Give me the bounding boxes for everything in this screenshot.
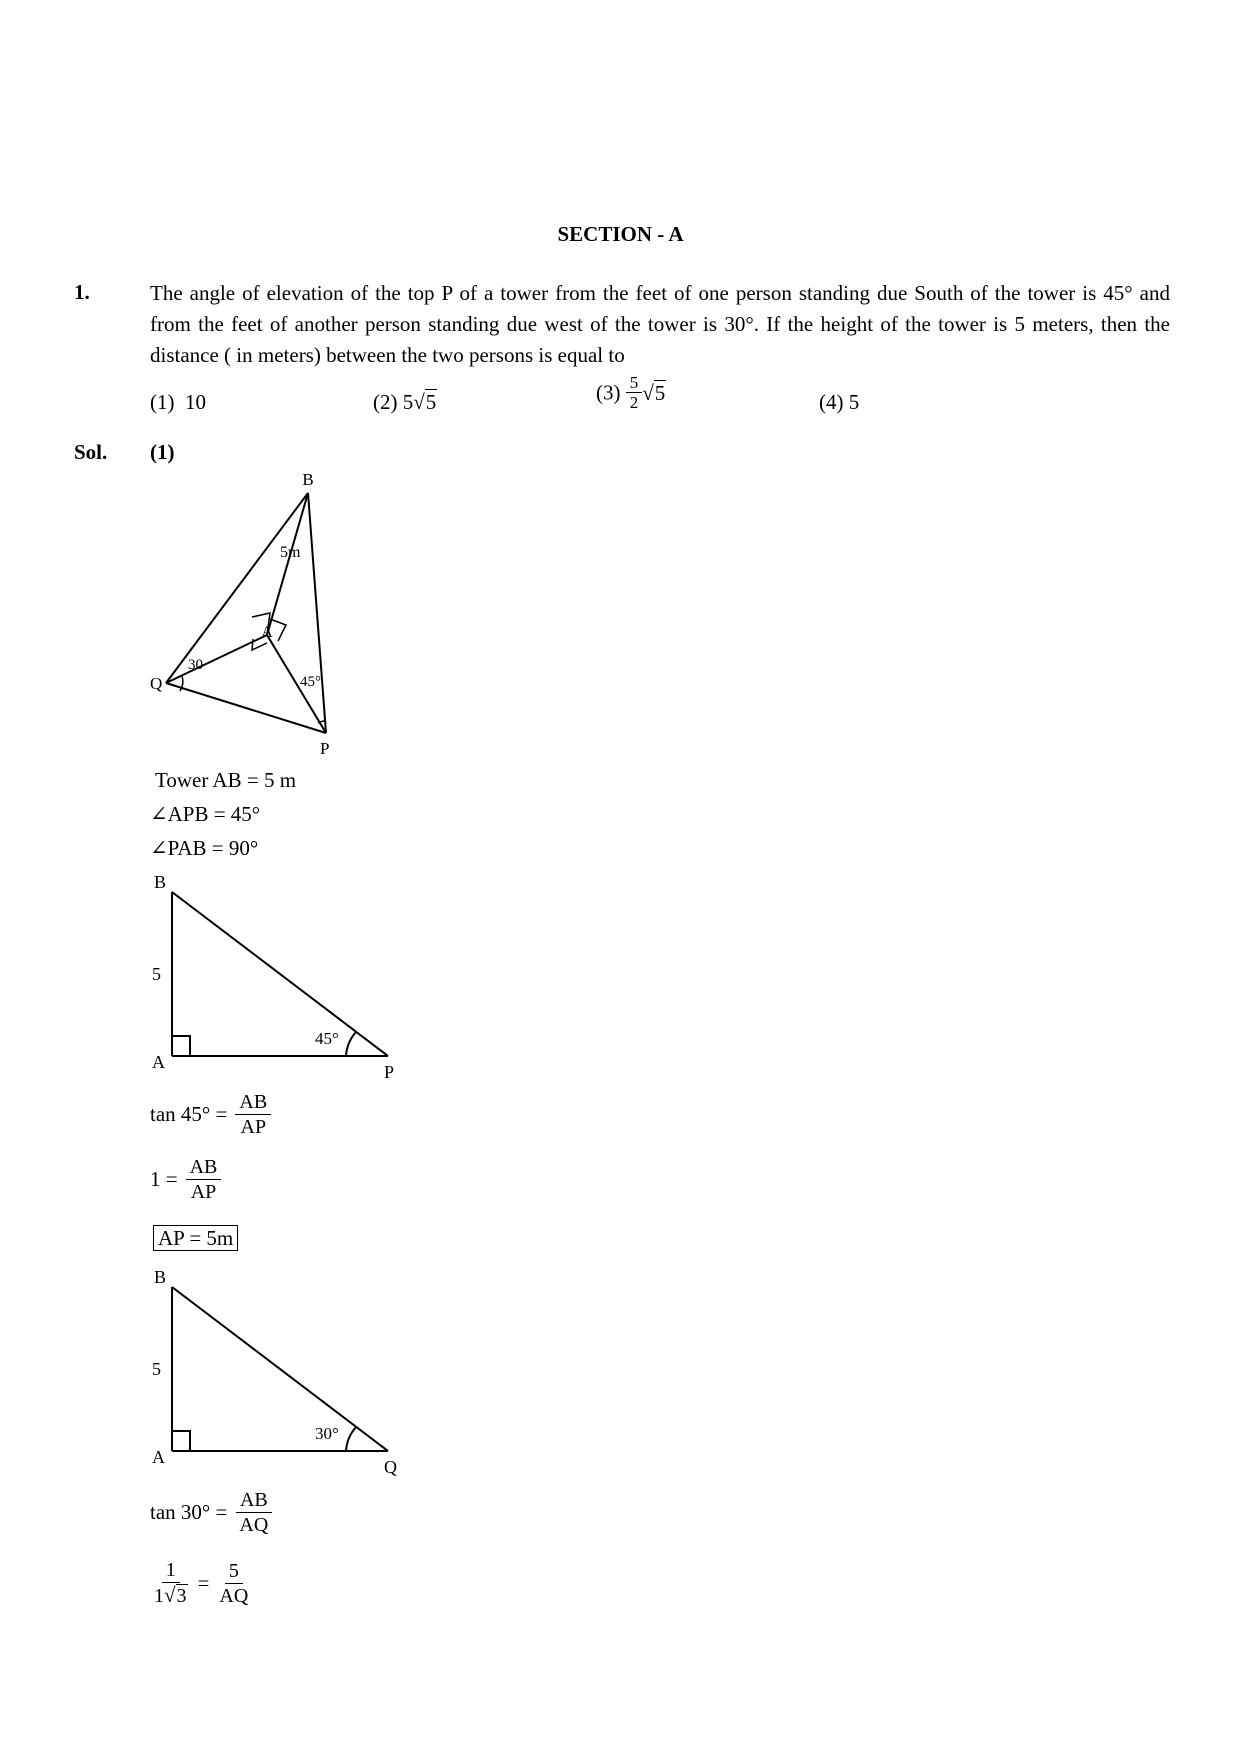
solution-label: Sol. xyxy=(74,440,108,464)
sqrt-sign: √5 xyxy=(642,380,666,405)
sqrt-sign: √3 xyxy=(164,1583,187,1607)
solution-answer: (1) xyxy=(150,440,175,464)
label-p: P xyxy=(320,739,330,758)
label-a: A xyxy=(152,1447,165,1467)
label-angle-30: 30 xyxy=(188,657,203,673)
line-bp xyxy=(308,493,326,733)
line-ba xyxy=(267,493,308,635)
fraction: $\frac{AB}{AP}$ xyxy=(186,1155,222,1204)
option-1: (1) 10 xyxy=(150,390,206,414)
label-side-5: 5 xyxy=(152,1359,161,1379)
question-text: The angle of elevation of the top P of a tower from the feet of one person standing due South of the tower is 45° and from the feet of another person standing due west of the tower is 30°. If the height of the tower is 5 meters, then the distance ( in meters) between the two persons is equal to xyxy=(150,281,1170,367)
boxed-result-ap: AP = 5m xyxy=(153,1225,238,1251)
option-3: (3) $\frac{5}{2}$ √5 xyxy=(596,373,666,412)
equation-tan45: tan 45° = $\frac{AB}{AP}$ xyxy=(150,1090,271,1139)
label-q: Q xyxy=(384,1457,397,1477)
option-2: (2) 5√5 xyxy=(373,387,437,417)
label-b: B xyxy=(302,470,314,489)
fraction-right: $\frac{5}{AQ}$ xyxy=(219,1559,249,1607)
label-b: B xyxy=(154,872,167,892)
fraction-left: $\frac{1}{1√3}$ xyxy=(154,1559,187,1607)
angle-arc xyxy=(346,1032,356,1056)
label-a: A xyxy=(152,1052,165,1072)
fraction: $\frac{AB}{AP}$ xyxy=(235,1090,271,1139)
label-5m: 5m xyxy=(280,544,301,561)
label-q: Q xyxy=(150,674,163,693)
fraction: $\frac{5}{2}$ xyxy=(626,373,643,412)
option-4: (4) 5 xyxy=(819,390,860,414)
label-p: P xyxy=(384,1062,395,1082)
line-qa xyxy=(166,635,267,683)
label-angle-45: 45° xyxy=(315,1029,339,1048)
label-side-5: 5 xyxy=(152,964,161,984)
label-b: B xyxy=(154,1267,167,1287)
tower-3d-diagram xyxy=(140,465,360,765)
question-number: 1. xyxy=(74,280,90,304)
label-angle-30: 30° xyxy=(315,1424,339,1443)
triangle-abp xyxy=(140,870,420,1090)
section-title: SECTION - A xyxy=(557,222,684,246)
given-angle-apb: ∠APB = 45° xyxy=(150,802,261,826)
line-qp xyxy=(166,683,326,733)
fraction: $\frac{AB}{AQ}$ xyxy=(235,1488,272,1537)
line-bq xyxy=(166,493,308,683)
equation-one: 1 = $\frac{AB}{AP}$ xyxy=(150,1155,221,1204)
triangle-abq xyxy=(140,1265,420,1485)
right-angle-mark xyxy=(172,1431,190,1451)
sqrt-sign: √5 xyxy=(413,390,437,414)
label-a: A xyxy=(261,624,273,641)
equation-tan30: tan 30° = $\frac{AB}{AQ}$ xyxy=(150,1488,272,1537)
given-tower: Tower AB = 5 m xyxy=(155,768,297,792)
right-angle-mark xyxy=(172,1036,190,1056)
angle-arc xyxy=(346,1427,356,1451)
given-angle-pab: ∠PAB = 90° xyxy=(150,836,259,860)
label-angle-45: 45° xyxy=(300,674,321,690)
equation-ratio: $\frac{1}{1√3}$ = $\frac{5}{AQ}$ xyxy=(150,1558,252,1608)
